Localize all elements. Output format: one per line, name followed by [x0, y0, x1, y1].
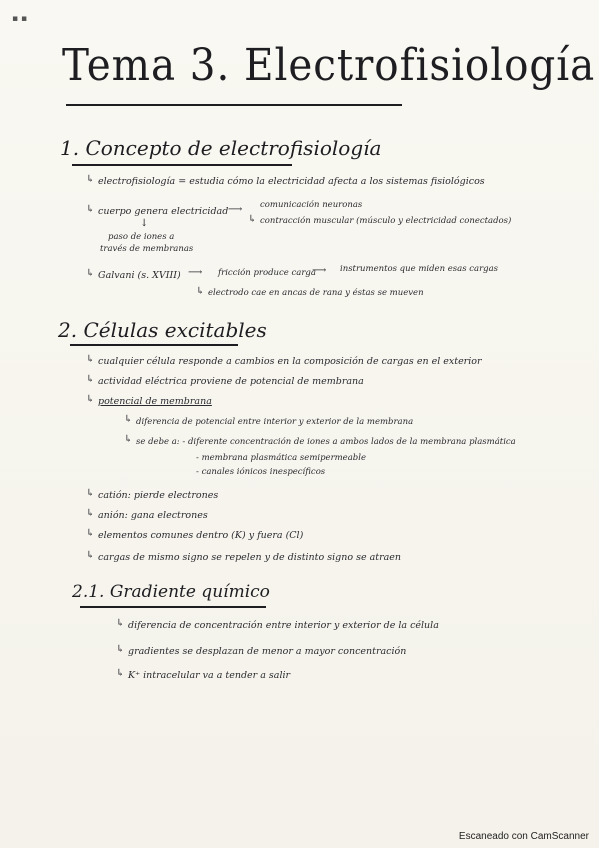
bullet-arrow-icon: ↳ [86, 354, 95, 365]
bullet-arrow-icon: ↳ [86, 550, 95, 561]
s2-line-6: - membrana plasmática semipermeable [196, 453, 366, 463]
right-arrow-icon: ⟶ [312, 265, 327, 276]
s1-line-8: fricción produce carga [218, 268, 316, 278]
s2-line-7: - canales iónicos inespecíficos [196, 467, 326, 477]
s1-line-2: cuerpo genera electricidad [98, 206, 229, 217]
s1-line-9: instrumentos que miden esas cargas [340, 264, 499, 274]
bullet-arrow-icon: ↳ [86, 374, 95, 385]
scan-mark: ▪ ▪ [12, 14, 28, 24]
bullet-arrow-icon: ↳ [86, 204, 95, 215]
section-2-heading: 2. Células excitables [58, 318, 267, 342]
section-2-1-underline [80, 606, 266, 608]
s2-line-2: actividad eléctrica proviene de potencial de membrana [98, 376, 364, 387]
s1-line-5: paso de iones a [108, 232, 175, 242]
section-1-underline [72, 164, 292, 166]
s1-line-7: Galvani (s. XVIII) [98, 270, 181, 281]
s2-line-8: catión: pierde electrones [98, 490, 219, 501]
section-1-heading: 1. Concepto de electrofisiología [60, 136, 382, 160]
bullet-arrow-icon: ↳ [86, 508, 95, 519]
s2-line-4: diferencia de potencial entre interior y exterior de la membrana [136, 417, 414, 427]
right-arrow-icon: ⟶ [188, 267, 203, 278]
s2-line-3: potencial de membrana [98, 396, 212, 407]
bullet-arrow-icon: ↳ [116, 668, 125, 679]
bullet-arrow-icon: ↳ [196, 286, 205, 297]
s1-line-3: comunicación neuronas [260, 200, 363, 210]
bullet-arrow-icon: ↳ [116, 618, 125, 629]
bullet-arrow-icon: ↳ [86, 528, 95, 539]
s21-line-1: diferencia de concentración entre interior y exterior de la célula [128, 620, 439, 631]
page-title: Tema 3. Electrofisiología [62, 40, 596, 91]
down-arrow-icon: ↓ [140, 218, 149, 229]
s1-line-1: electrofisiología = estudia cómo la electricidad afecta a los sistemas fisiológicos [98, 176, 485, 187]
bullet-arrow-icon: ↳ [124, 414, 133, 425]
bullet-arrow-icon: ↳ [86, 174, 95, 185]
section-2-1-heading: 2.1. Gradiente químico [72, 582, 270, 602]
s1-line-10: electrodo cae en ancas de rana y éstas se mueven [208, 288, 424, 298]
section-2-underline [70, 344, 238, 346]
bullet-arrow-icon: ↳ [248, 214, 257, 225]
bullet-arrow-icon: ↳ [86, 488, 95, 499]
bullet-arrow-icon: ↳ [86, 394, 95, 405]
s2-line-11: cargas de mismo signo se repelen y de distinto signo se atraen [98, 552, 402, 563]
s2-line-1: cualquier célula responde a cambios en la composición de cargas en el exterior [98, 356, 482, 367]
scanner-watermark: Escaneado con CamScanner [458, 831, 589, 842]
bullet-arrow-icon: ↳ [116, 644, 125, 655]
right-arrow-icon: ⟶ [228, 204, 243, 215]
s1-line-4: contracción muscular (músculo y electricidad conectados) [260, 216, 512, 226]
s1-line-6: través de membranas [100, 244, 194, 254]
s21-line-3: K⁺ intracelular va a tender a salir [128, 670, 291, 681]
bullet-arrow-icon: ↳ [124, 434, 133, 445]
s21-line-2: gradientes se desplazan de menor a mayor concentración [128, 646, 407, 657]
s2-line-10: elementos comunes dentro (K) y fuera (Cl) [98, 530, 304, 541]
bullet-arrow-icon: ↳ [86, 268, 95, 279]
s2-line-5: se debe a: - diferente concentración de iones a ambos lados de la membrana plasmática [136, 437, 516, 447]
title-underline [66, 104, 402, 106]
s2-line-9: anión: gana electrones [98, 510, 208, 521]
